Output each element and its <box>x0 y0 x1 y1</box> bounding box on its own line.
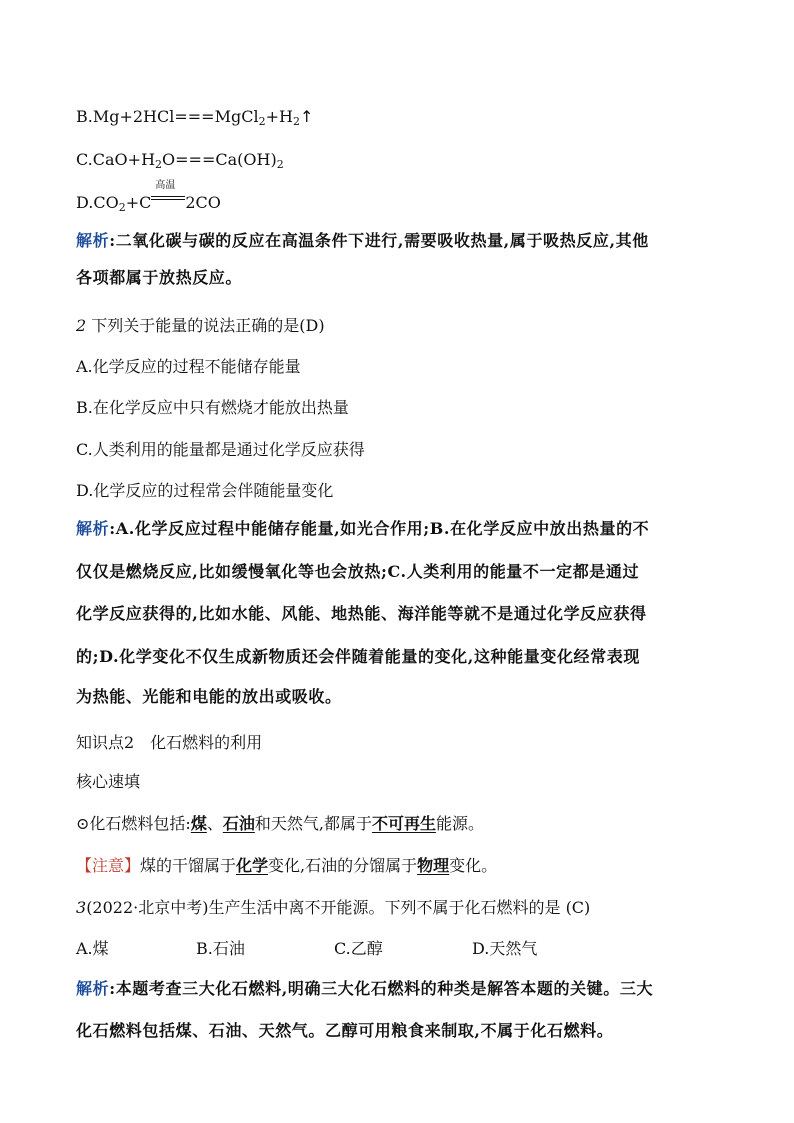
question-number: 3 <box>76 898 87 917</box>
subscript: 2 <box>292 115 300 128</box>
explanation-label: 解析 <box>76 979 110 998</box>
q2-explanation-line1 <box>76 518 649 540</box>
q1-option-c-text: C.CaO+H <box>76 150 156 169</box>
note-line <box>76 855 497 877</box>
q1-option-b <box>76 106 313 133</box>
reaction-condition <box>151 180 185 208</box>
q2-explanation-line5: 为热能、光能和电能的放出或吸收。 <box>76 687 342 706</box>
section-subtitle: 核心速填 <box>76 772 141 791</box>
q1-option-d <box>76 180 221 219</box>
q1-option-d-text: D.CO <box>76 193 119 212</box>
fill-answer: 不可再生 <box>371 814 436 833</box>
fill-in-line <box>76 813 484 835</box>
note-answer: 物理 <box>417 856 450 875</box>
q1-explanation-line2 <box>76 267 242 289</box>
q1-option-b-text: B.Mg+2HCl===MgCl <box>76 107 259 126</box>
note-label: 【注意】 <box>76 856 141 875</box>
q3-explanation-line2: 化石燃料包括煤、石油、天然气。乙醇可用粮食来制取,不属于化石燃料。 <box>76 1021 614 1040</box>
condition-bar <box>151 196 185 197</box>
q1-option-c <box>76 149 284 176</box>
explanation-text: :A.化学反应过程中能储存能量,如光合作用;B.在化学反应中放出热量的不 <box>109 519 650 538</box>
q1-explanation-line1 <box>76 230 649 252</box>
q3-option-d: D.天然气 <box>472 939 538 958</box>
q3-stem <box>76 897 590 919</box>
q1-option-d-text3: 2CO <box>185 193 221 212</box>
fill-text: 、 <box>206 814 223 833</box>
explanation-text: :二氧化碳与碳的反应在高温条件下进行,需要吸收热量,属于吸热反应,其他 <box>109 231 649 250</box>
note-text: 变化。 <box>449 856 498 875</box>
fill-answer: 石油 <box>222 814 255 833</box>
subscript: 2 <box>118 201 126 214</box>
note-answer: 化学 <box>236 856 269 875</box>
explanation-label: 解析 <box>76 519 110 538</box>
q3-option-a: A.煤 <box>76 939 109 958</box>
note-text: 变化,石油的分馏属于 <box>268 856 418 875</box>
q1-option-c-text2: O===Ca(OH) <box>162 150 277 169</box>
q2-explanation-line4: 的;D.化学变化不仅生成新物质还会伴随着能量的变化,这种能量变化经常表现 <box>76 647 640 666</box>
q2-explanation-line3: 化学反应获得的,比如水能、风能、地热能、海洋能等就不是通过化学反应获得 <box>76 604 647 623</box>
q2-option-c: C.人类利用的能量都是通过化学反应获得 <box>76 440 365 459</box>
fill-text: 和天然气,都属于 <box>254 814 372 833</box>
explanation-text: :本题考查三大化石燃料,明确三大化石燃料的种类是解答本题的关键。三大 <box>109 979 654 998</box>
q1-option-d-text2: +C <box>125 193 152 212</box>
gas-arrow-icon: ↑ <box>299 107 314 126</box>
question-text: (2022·北京中考)生产生活中离不开能源。下列不属于化石燃料的是 (C) <box>86 898 591 917</box>
q3-option-b: B.石油 <box>196 939 245 958</box>
q1-option-b-text2: +H <box>265 107 293 126</box>
q2-option-d: D.化学反应的过程常会伴随能量变化 <box>76 481 334 500</box>
subscript: 2 <box>155 158 163 171</box>
fill-answer: 煤 <box>190 814 207 833</box>
question-number: 2 <box>76 316 87 335</box>
fill-text: 能源。 <box>435 814 484 833</box>
q2-option-a: A.化学反应的过程不能储存能量 <box>76 357 301 376</box>
note-text: 煤的干馏属于 <box>140 856 237 875</box>
subscript: 2 <box>276 158 284 171</box>
condition-bar <box>151 199 185 200</box>
explanation-label: 解析 <box>76 231 110 250</box>
explanation-text: 各项都属于放热反应。 <box>76 268 243 287</box>
fill-text: ⊙化石燃料包括: <box>76 814 191 833</box>
q2-explanation-line2: 仅仅是燃烧反应,比如缓慢氧化等也会放热;C.人类利用的能量不一定都是通过 <box>76 562 640 581</box>
subscript: 2 <box>258 115 266 128</box>
q3-option-c: C.乙醇 <box>334 939 383 958</box>
q3-options <box>76 938 537 960</box>
q3-explanation-line1 <box>76 978 653 1000</box>
q2-stem <box>76 315 325 337</box>
question-text: 下列关于能量的说法正确的是(D) <box>91 316 325 335</box>
condition-label: 高温 <box>155 180 176 191</box>
q2-option-b: B.在化学反应中只有燃烧才能放出热量 <box>76 398 349 417</box>
section-title: 知识点2 化石燃料的利用 <box>76 733 263 752</box>
